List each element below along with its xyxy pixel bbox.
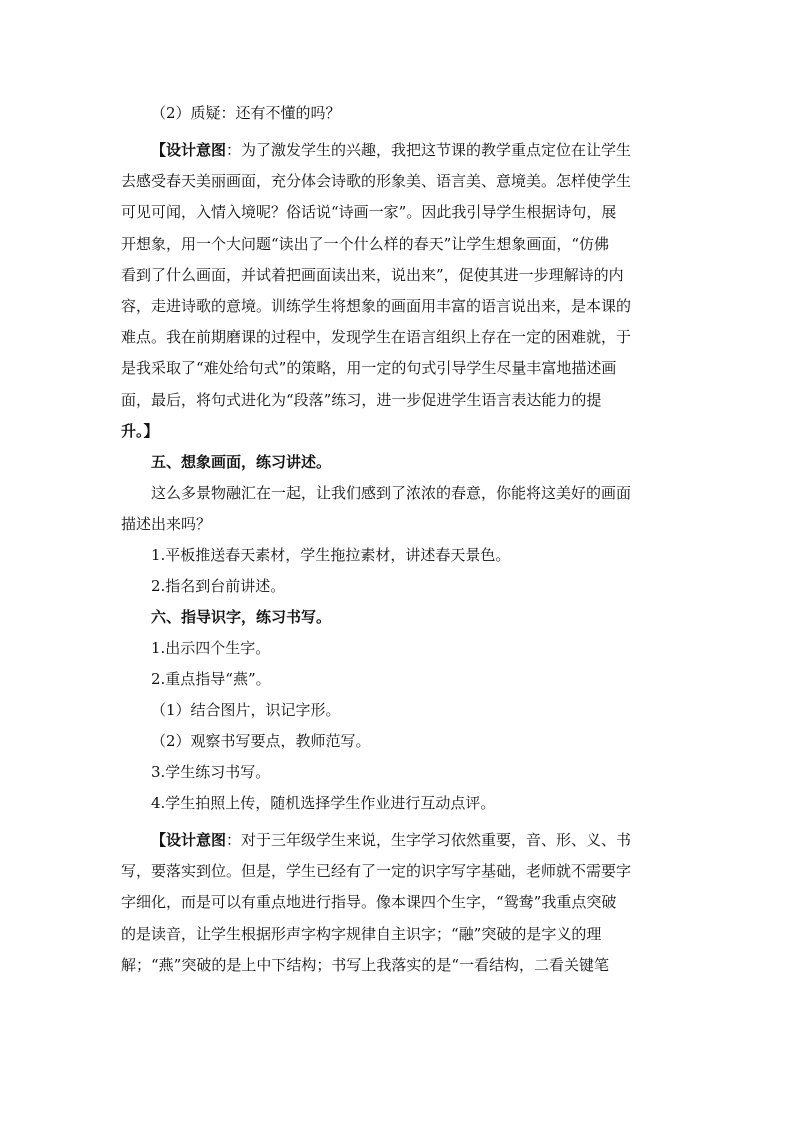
design-intent-block-2: [121, 825, 669, 981]
design-intent-line: 字细化，而是可以有重点地进行指导。像本课四个生字，“鸳鸯”我重点突破: [121, 893, 617, 912]
design-intent-line: 【设计意图：对于三年级学生来说，生字学习依然重要，音、形、义、书: [151, 831, 632, 850]
section6-subitem: （2）观察书写要点，教师范写。: [151, 732, 371, 751]
document-content: [121, 98, 669, 981]
question-line: （2）质疑：还有不懂的吗？: [151, 104, 341, 122]
design-intent-line: 可见可闻，入情入境呢？俗话说“诗画一家”。因此我引导学生根据诗句，展: [121, 203, 617, 222]
design-intent-line: 开想象，用一个大问题“读出了一个什么样的春天”让学生想象画面，“仿佛: [121, 234, 610, 253]
design-intent-block-1: [121, 135, 669, 447]
design-intent-line: 面，最后，将句式进化为“段落”练习，进一步促进学生语言表达能力的提: [121, 390, 602, 409]
section5-item: 1.平板推送春天素材，学生拖拉素材，讲述春天景色。: [151, 546, 511, 565]
section5-intro-line: 这么多景物融汇在一起，让我们感到了浓浓的春意，你能将这美好的画面: [151, 484, 632, 503]
section6-item: 1.出示四个生字。: [151, 639, 271, 658]
design-intent-line: 是我采取了“难处给句式”的策略，用一定的句式引导学生尽量丰富地描述画: [121, 359, 617, 378]
section5-item: 2.指名到台前讲述。: [151, 577, 286, 596]
design-intent-line: 看到了什么画面，并试着把画面读出来，说出来”，促使其进一步理解诗的内: [121, 265, 624, 284]
section-heading-6: 六、指导识字，练习书写。: [151, 608, 332, 627]
design-intent-line: 解；“燕”突破的是上中下结构；书写上我落实的是“一看结构，二看关键笔: [121, 955, 610, 974]
section5-intro-line: 描述出来吗？: [121, 515, 212, 534]
design-intent-line: 难点。我在前期磨课的过程中，发现学生在语言组织上存在一定的困难就，于: [121, 328, 632, 347]
design-intent-label: 【设计意图: [151, 141, 227, 159]
design-intent-line: 的是读音，让学生根据形声字构字规律自主识字；“融”突破的是字义的理: [121, 924, 602, 943]
section-heading-5: 五、想象画面，练习讲述。: [151, 453, 332, 472]
section6-item: 3.学生练习书写。: [151, 763, 271, 782]
design-intent-line: 容，走进诗歌的意境。训练学生将想象的画面用丰富的语言说出来，是本课的: [121, 297, 632, 316]
section6-subitem: （1）结合图片，识记字形。: [151, 701, 341, 720]
section6-item: 4.学生拍照上传，随机选择学生作业进行互动点评。: [151, 794, 496, 813]
section6-item: 2.重点指导“燕”。: [151, 670, 271, 689]
design-intent-label: 【设计意图: [151, 831, 227, 850]
design-intent-line: 升。】: [121, 421, 159, 440]
design-intent-line: 【设计意图：为了激发学生的兴趣，我把这节课的教学重点定位在让学生: [151, 141, 632, 159]
design-intent-line: 写，要落实到位。但是，学生已经有了一定的识字写字基础，老师就不需要字: [121, 862, 632, 881]
design-intent-line: 去感受春天美丽画面，充分体会诗歌的形象美、语言美、意境美。怎样使学生: [121, 172, 632, 191]
